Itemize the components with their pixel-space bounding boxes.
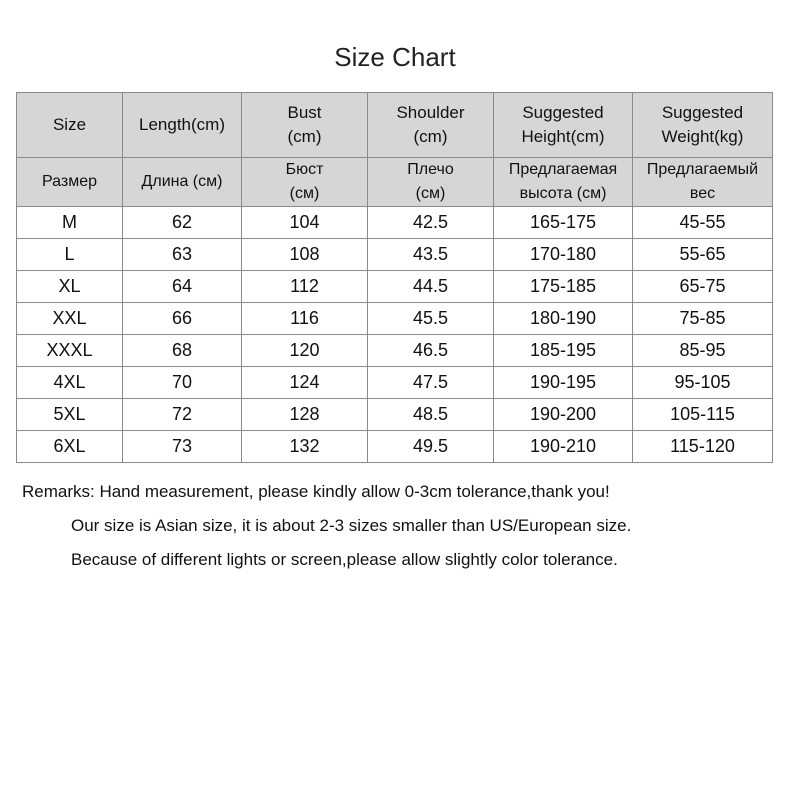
bust-cell: 124: [242, 367, 368, 399]
header-cell-shoulder: Shoulder (cm): [368, 93, 494, 158]
weight-cell: 105-115: [633, 399, 773, 431]
shoulder-cell: 43.5: [368, 239, 494, 271]
table-row: [17, 271, 773, 303]
header-cell-height-ru: Предлагаемая высота (см): [494, 158, 633, 207]
height-cell: 190-200: [494, 399, 633, 431]
shoulder-cell: 49.5: [368, 431, 494, 463]
remark-asian-size: Our size is Asian size, it is about 2-3 sizes smaller than US/European size.: [71, 516, 632, 535]
size-cell: XXL: [17, 303, 123, 335]
height-cell: 165-175: [494, 207, 633, 239]
height-cell: 190-210: [494, 431, 633, 463]
remark-color-tolerance: Because of different lights or screen,please allow slightly color tolerance.: [71, 550, 618, 569]
header-cell-length: Length(cm): [123, 93, 242, 158]
height-cell: 170-180: [494, 239, 633, 271]
weight-cell: 65-75: [633, 271, 773, 303]
length-cell: 68: [123, 335, 242, 367]
table-row: [17, 335, 773, 367]
header-cell-height: Suggested Height(cm): [494, 93, 633, 158]
header-row-russian: [17, 158, 773, 207]
weight-cell: 75-85: [633, 303, 773, 335]
header-cell-weight: Suggested Weight(kg): [633, 93, 773, 158]
height-cell: 185-195: [494, 335, 633, 367]
header-cell-size: Size: [17, 93, 123, 158]
table-row: [17, 207, 773, 239]
header-cell-weight-ru: Предлагаемый вес: [633, 158, 773, 207]
size-cell: M: [17, 207, 123, 239]
header-cell-length-ru: Длина (см): [123, 158, 242, 207]
length-cell: 73: [123, 431, 242, 463]
header-cell-size-ru: Размер: [17, 158, 123, 207]
weight-cell: 85-95: [633, 335, 773, 367]
length-cell: 62: [123, 207, 242, 239]
length-cell: 64: [123, 271, 242, 303]
length-cell: 70: [123, 367, 242, 399]
header-cell-bust: Bust (cm): [242, 93, 368, 158]
bust-cell: 120: [242, 335, 368, 367]
size-cell: XL: [17, 271, 123, 303]
size-cell: XXXL: [17, 335, 123, 367]
length-cell: 66: [123, 303, 242, 335]
table-row: [17, 239, 773, 271]
table-row: [17, 367, 773, 399]
size-cell: 4XL: [17, 367, 123, 399]
shoulder-cell: 47.5: [368, 367, 494, 399]
weight-cell: 115-120: [633, 431, 773, 463]
header-cell-bust-ru: Бюст (см): [242, 158, 368, 207]
table-row: [17, 399, 773, 431]
page-title: Size Chart: [334, 42, 456, 72]
bust-cell: 116: [242, 303, 368, 335]
bust-cell: 108: [242, 239, 368, 271]
length-cell: 63: [123, 239, 242, 271]
weight-cell: 55-65: [633, 239, 773, 271]
bust-cell: 112: [242, 271, 368, 303]
shoulder-cell: 48.5: [368, 399, 494, 431]
height-cell: 175-185: [494, 271, 633, 303]
bust-cell: 132: [242, 431, 368, 463]
weight-cell: 95-105: [633, 367, 773, 399]
size-cell: 6XL: [17, 431, 123, 463]
shoulder-cell: 45.5: [368, 303, 494, 335]
length-cell: 72: [123, 399, 242, 431]
table-row: [17, 431, 773, 463]
weight-cell: 45-55: [633, 207, 773, 239]
size-cell: 5XL: [17, 399, 123, 431]
header-cell-shoulder-ru: Плечо (см): [368, 158, 494, 207]
size-chart-table: [16, 92, 773, 463]
table-row: [17, 303, 773, 335]
shoulder-cell: 42.5: [368, 207, 494, 239]
shoulder-cell: 44.5: [368, 271, 494, 303]
height-cell: 190-195: [494, 367, 633, 399]
bust-cell: 104: [242, 207, 368, 239]
bust-cell: 128: [242, 399, 368, 431]
remark-measurement: Remarks: Hand measurement, please kindly allow 0-3cm tolerance,thank you!: [22, 482, 610, 501]
shoulder-cell: 46.5: [368, 335, 494, 367]
remarks-block: [22, 478, 631, 580]
size-cell: L: [17, 239, 123, 271]
header-row-english: [17, 93, 773, 158]
height-cell: 180-190: [494, 303, 633, 335]
